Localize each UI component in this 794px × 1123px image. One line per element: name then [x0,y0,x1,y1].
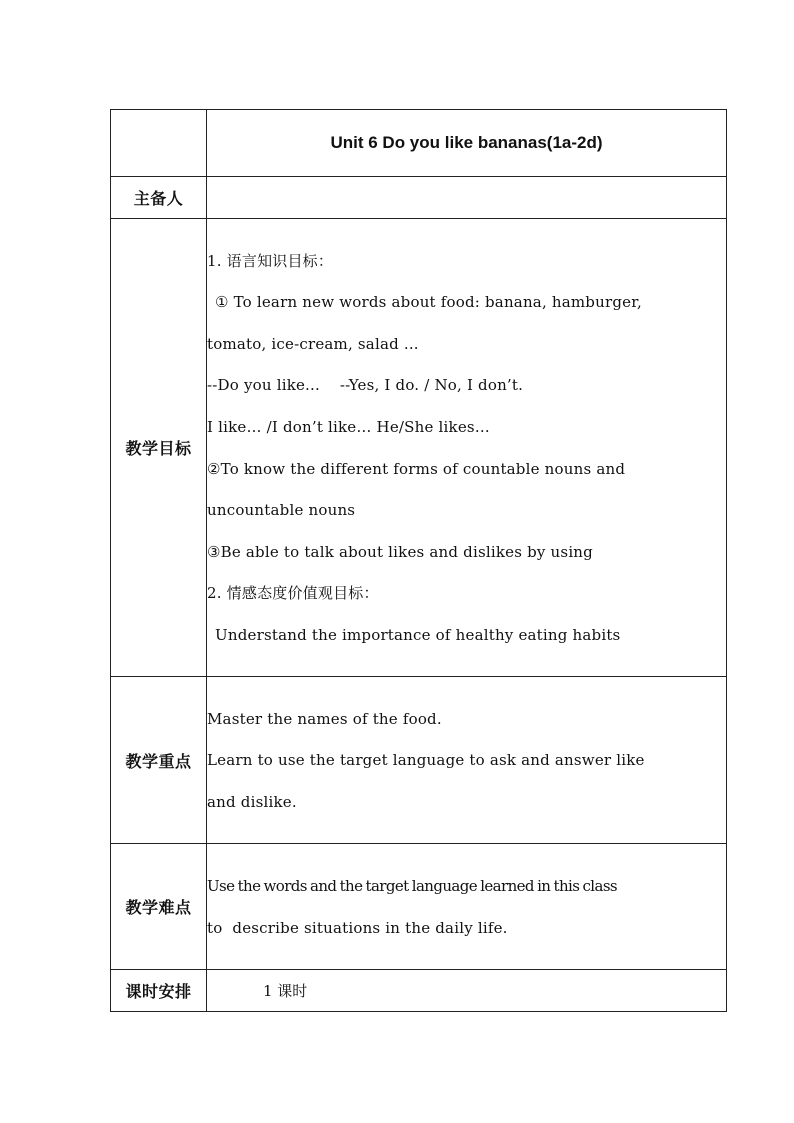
page-title: Unit 6 Do you like bananas(1a-2d) [330,133,603,152]
difficulties-content [207,844,727,970]
objectives-content [207,219,727,677]
difficulties-label: 教学难点 [111,844,207,970]
objectives-line: ③Be able to talk about likes and dislikes by using [207,542,593,561]
objectives-line: ②To know the different forms of countable nouns and [207,459,626,478]
difficulties-line: Use the words and the target language learned in this class [207,876,618,895]
key-points-row [111,677,727,844]
title-cell [207,110,727,177]
title-row [111,110,727,177]
schedule-value: 1 课时 [263,981,308,1000]
key-points-line: Master the names of the food. [207,709,442,728]
objectives-label: 教学目标 [111,219,207,677]
preparer-value [207,177,727,219]
lesson-plan-table [110,109,727,1012]
schedule-label: 课时安排 [111,970,207,1012]
schedule-content [207,970,727,1012]
objectives-line: Understand the importance of healthy eating habits [215,625,621,644]
preparer-label: 主备人 [111,177,207,219]
objectives-line: --Do you like... --Yes, I do. / No, I don’t. [207,376,524,395]
objectives-line: 2. 情感态度价值观目标： [207,584,379,603]
objectives-line: ① To learn new words about food: banana, hamburger, [215,293,642,312]
schedule-row [111,970,727,1012]
objectives-line: 1. 语言知识目标： [207,251,334,270]
objectives-line: I like… /I don’t like… He/She likes… [207,417,491,436]
objectives-row [111,219,727,677]
difficulties-row [111,844,727,970]
title-row-label-cell [111,110,207,177]
objectives-line: tomato, ice-cream, salad ... [207,334,419,353]
key-points-line: and dislike. [207,792,297,811]
key-points-label: 教学重点 [111,677,207,844]
difficulties-line: to describe situations in the daily life. [207,918,508,937]
key-points-content [207,677,727,844]
objectives-line: uncountable nouns [207,501,356,520]
preparer-row [111,177,727,219]
key-points-line: Learn to use the target language to ask and answer like [207,751,645,770]
